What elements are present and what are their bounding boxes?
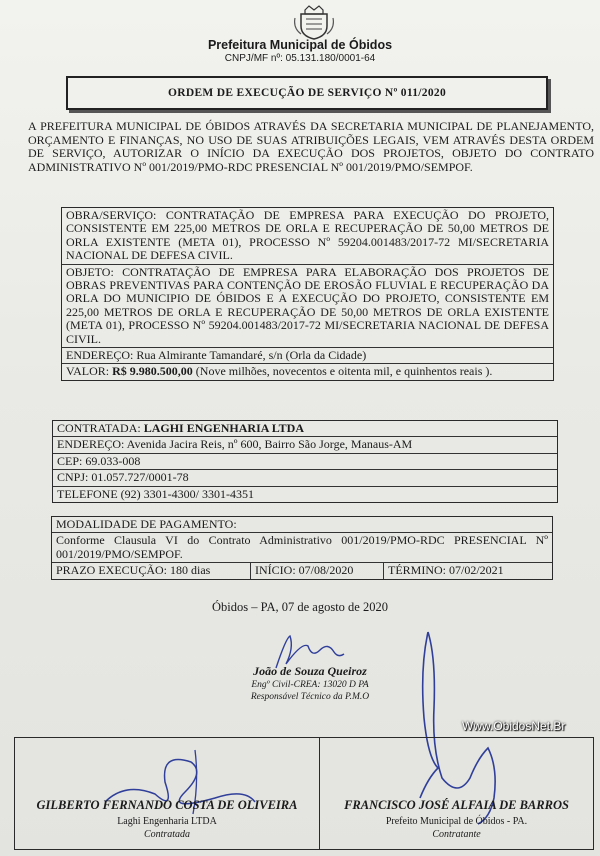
- intro-paragraph: A PREFEITURA MUNICIPAL DE ÓBIDOS ATRAVÉS DA SECRETARIA MUNICIPAL DE PLANEJAMENTO, ORÇAMENTO E FINANÇAS, NO USO DE SUAS ATRIBUIÇÕES LEGAIS, VEM ATRAVÉS DESTA ORDEM DE SERVIÇO, AUTORIZAR O INÍCIO DA EXECUÇÃO DOS PROJETOS, OBJETO DO CONTRATO ADMINISTRATIVO Nº 001/2019/PMO-RDC PRESENCIAL Nº 001/2019/PMO/SEMPOF.: [28, 119, 594, 174]
- mayor-signer-role: Contratante: [432, 829, 481, 840]
- contractor-address: ENDEREÇO: Avenida Jacira Reis, nº 600, Bairro São Jorge, Manaus-AM: [53, 437, 557, 453]
- obra-text: CONTRATAÇÃO DE EMPRESA PARA EXECUÇÃO DO PROJETO, CONSISTENTE EM 225,00 METROS DE ORLA E RECUPERAÇÃO DE 50,00 METROS DE ORLA EXISTENTE (META 01), PROCESSO Nº 59204.001483/2017-72 MI/SECRETARIA NACIONAL DE DEFESA CIVIL.: [66, 208, 550, 263]
- watermark: Www.ObidosNet.Br: [462, 719, 566, 733]
- mayor-signer-name: FRANCISCO JOSÉ ALFAIA DE BARROS: [344, 798, 569, 812]
- valor-amount: R$ 9.980.500,00: [112, 364, 193, 379]
- contractor-phone: TELEFONE (92) 3301-4300/ 3301-4351: [57, 486, 254, 501]
- payment-box: [51, 516, 553, 580]
- order-title-box: [66, 76, 548, 110]
- endereco-row: [62, 348, 553, 364]
- contratada-row: [53, 421, 557, 437]
- objeto-row: [62, 265, 553, 348]
- date-line: Óbidos – PA, 07 de agosto de 2020: [212, 600, 388, 614]
- contractor-signer-name: GILBERTO FERNANDO COSTA DE OLIVEIRA: [36, 798, 298, 812]
- contractor-cnpj: CNPJ: 01.057.727/0001-78: [53, 470, 557, 486]
- institution-title: Prefeitura Municipal de Óbidos: [207, 38, 393, 52]
- contractor-box: [52, 420, 558, 503]
- technical-responsible: [200, 664, 420, 703]
- schedule-row: [52, 563, 552, 578]
- valor-row: [62, 364, 553, 379]
- termino-date: TÉRMINO: 07/02/2021: [388, 563, 504, 578]
- contractor-cep: CEP: 69.033-008: [53, 454, 557, 470]
- objeto-label: OBJETO:: [66, 264, 114, 279]
- signature-table: [14, 737, 594, 850]
- technical-role: Responsável Técnico da P.M.O: [250, 692, 370, 702]
- mayor-signer-office: Prefeito Municipal de Óbidos - PA.: [385, 816, 528, 827]
- technical-crea: Engº Civil-CREA: 13020 D PA: [251, 680, 369, 690]
- contractor-signature-cell: [15, 738, 320, 849]
- order-title: ORDEM DE EXECUÇÃO DE SERVIÇO Nº 011/2020: [168, 87, 446, 99]
- technical-name: João de Souza Queiroz: [253, 664, 367, 678]
- modalidade-label: MODALIDADE DE PAGAMENTO:: [52, 517, 552, 533]
- mayor-signature-cell: [320, 738, 593, 849]
- valor-words: (Nove milhões, novecentos e oitenta mil, e quinhentos reais ).: [195, 364, 493, 379]
- contratada-label: CONTRATADA:: [57, 421, 141, 435]
- inicio-date: INÍCIO: 07/08/2020: [251, 563, 384, 578]
- institution-cnpj: CNPJ/MF nº: 05.131.180/0001-64: [224, 53, 376, 64]
- obra-row: [62, 208, 553, 265]
- municipal-crest-icon: [293, 4, 335, 40]
- modalidade-text: Conforme Clausula VI do Contrato Administrativo 001/2019/PMO-RDC PRESENCIAL Nº 001/2019/PMO/SEMPOF.: [52, 533, 552, 563]
- endereco-label: ENDEREÇO:: [66, 348, 134, 363]
- contractor-signer-role: Contratada: [143, 829, 191, 840]
- obra-label: OBRA/SERVIÇO:: [66, 208, 157, 222]
- contratada-name: LAGHI ENGENHARIA LTDA: [143, 421, 304, 435]
- prazo-execucao: PRAZO EXECUÇÃO: 180 dias: [52, 563, 251, 578]
- objeto-text: CONTRATAÇÃO DE EMPRESA PARA ELABORAÇÃO DOS PROJETOS DE OBRAS PREVENTIVAS PARA CONTENÇÃO DE EROSÃO FLUVIAL E RECUPERAÇÃO DA ORLA DO MUNICIPIO DE ÓBIDOS E A EXECUÇÃO DO PROJETO, CONSISTENTE EM 225,00 METROS DE ORLA E RECUPERAÇÃO DE 50,00 METROS DE ORLA EXISTENTE (META 01), PROCESSO Nº 59204.001483/2017-72 MI/SECRETARIA NACIONAL DE DEFESA CIVIL.: [66, 264, 549, 346]
- work-details-box: [61, 207, 554, 381]
- endereco-text: Rua Almirante Tamandaré, s/n (Orla da Cidade): [136, 348, 367, 363]
- valor-label: VALOR:: [66, 364, 110, 379]
- contractor-signer-company: Laghi Engenharia LTDA: [117, 816, 217, 827]
